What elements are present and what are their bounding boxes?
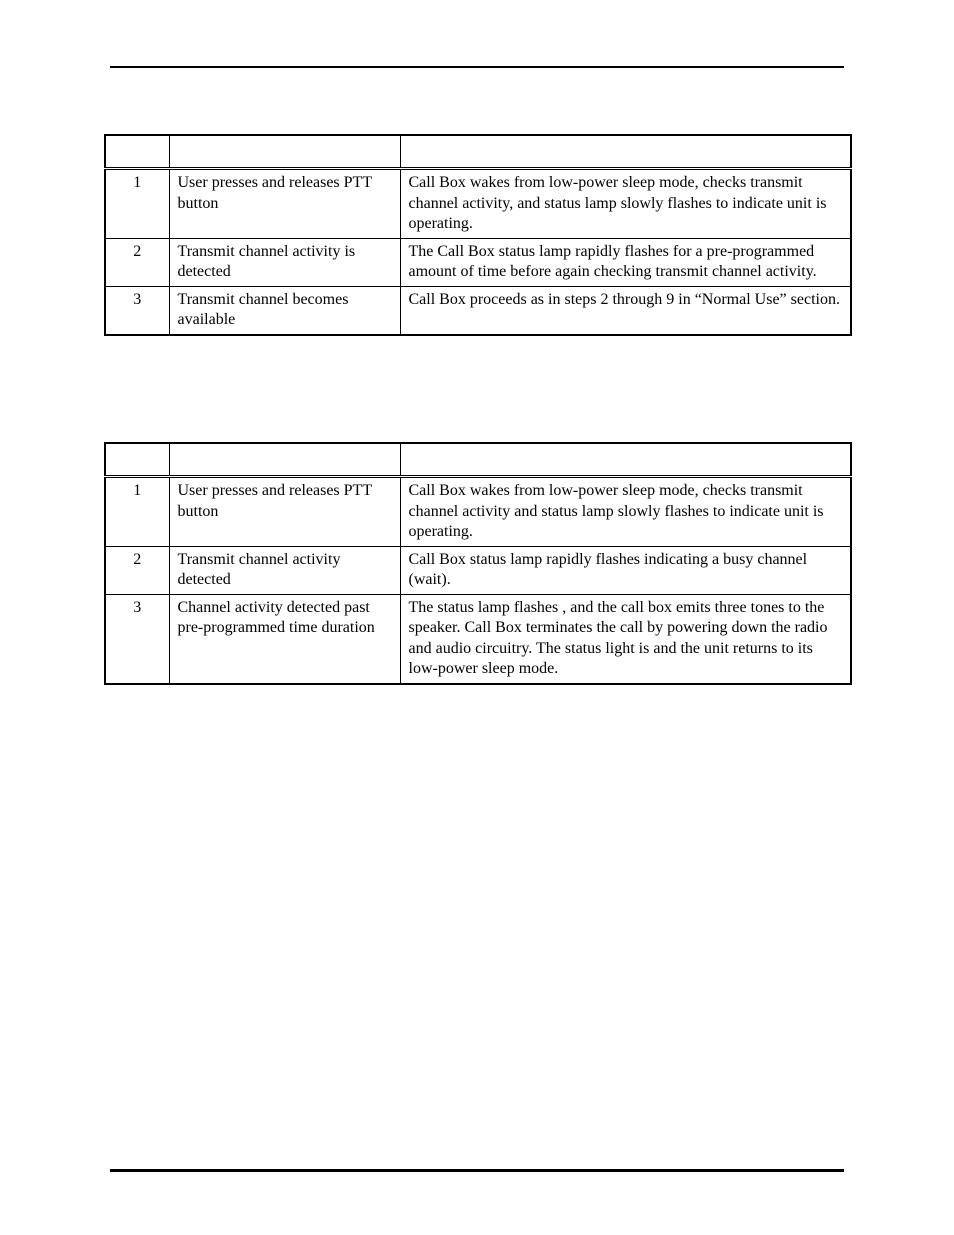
busy-channel-table (104, 134, 852, 336)
step-number: 3 (105, 286, 169, 335)
table-row (105, 238, 851, 286)
header-action (169, 443, 400, 477)
step-result: The Call Box status lamp rapidly flashes for a pre-programmed amount of time before again checking transmit channel activity. (400, 238, 851, 286)
step-action: User presses and releases PTT button (169, 169, 400, 239)
table-row (105, 477, 851, 547)
table-row (105, 286, 851, 335)
step-result: Call Box status lamp rapidly flashes indicating a busy channel (wait). (400, 546, 851, 594)
step-result: The status lamp flashes , and the call box emits three tones to the speaker. Call Box terminates the call by powering down the radio and audio circuitry. The status light is and the unit returns to its low-power sleep mode. (400, 594, 851, 684)
footer-rule (110, 1169, 844, 1172)
step-action: User presses and releases PTT button (169, 477, 400, 547)
table-row (105, 546, 851, 594)
step-number: 1 (105, 477, 169, 547)
header-result (400, 135, 851, 169)
header-action (169, 135, 400, 169)
header-result (400, 443, 851, 477)
header-step (105, 135, 169, 169)
step-number: 3 (105, 594, 169, 684)
table-header-row (105, 443, 851, 477)
timeout-table (104, 442, 852, 685)
step-result: Call Box proceeds as in steps 2 through 9 in “Normal Use” section. (400, 286, 851, 335)
step-action: Transmit channel activity detected (169, 546, 400, 594)
step-action: Channel activity detected past pre-programmed time duration (169, 594, 400, 684)
step-number: 2 (105, 238, 169, 286)
step-action: Transmit channel becomes available (169, 286, 400, 335)
step-result: Call Box wakes from low-power sleep mode, checks transmit channel activity, and status lamp slowly flashes to indicate unit is operating. (400, 169, 851, 239)
table-row (105, 594, 851, 684)
table-row (105, 169, 851, 239)
step-result: Call Box wakes from low-power sleep mode, checks transmit channel activity and status lamp slowly flashes to indicate unit is operating. (400, 477, 851, 547)
step-action: Transmit channel activity is detected (169, 238, 400, 286)
step-number: 1 (105, 169, 169, 239)
step-number: 2 (105, 546, 169, 594)
table-header-row (105, 135, 851, 169)
header-step (105, 443, 169, 477)
header-rule (110, 66, 844, 68)
